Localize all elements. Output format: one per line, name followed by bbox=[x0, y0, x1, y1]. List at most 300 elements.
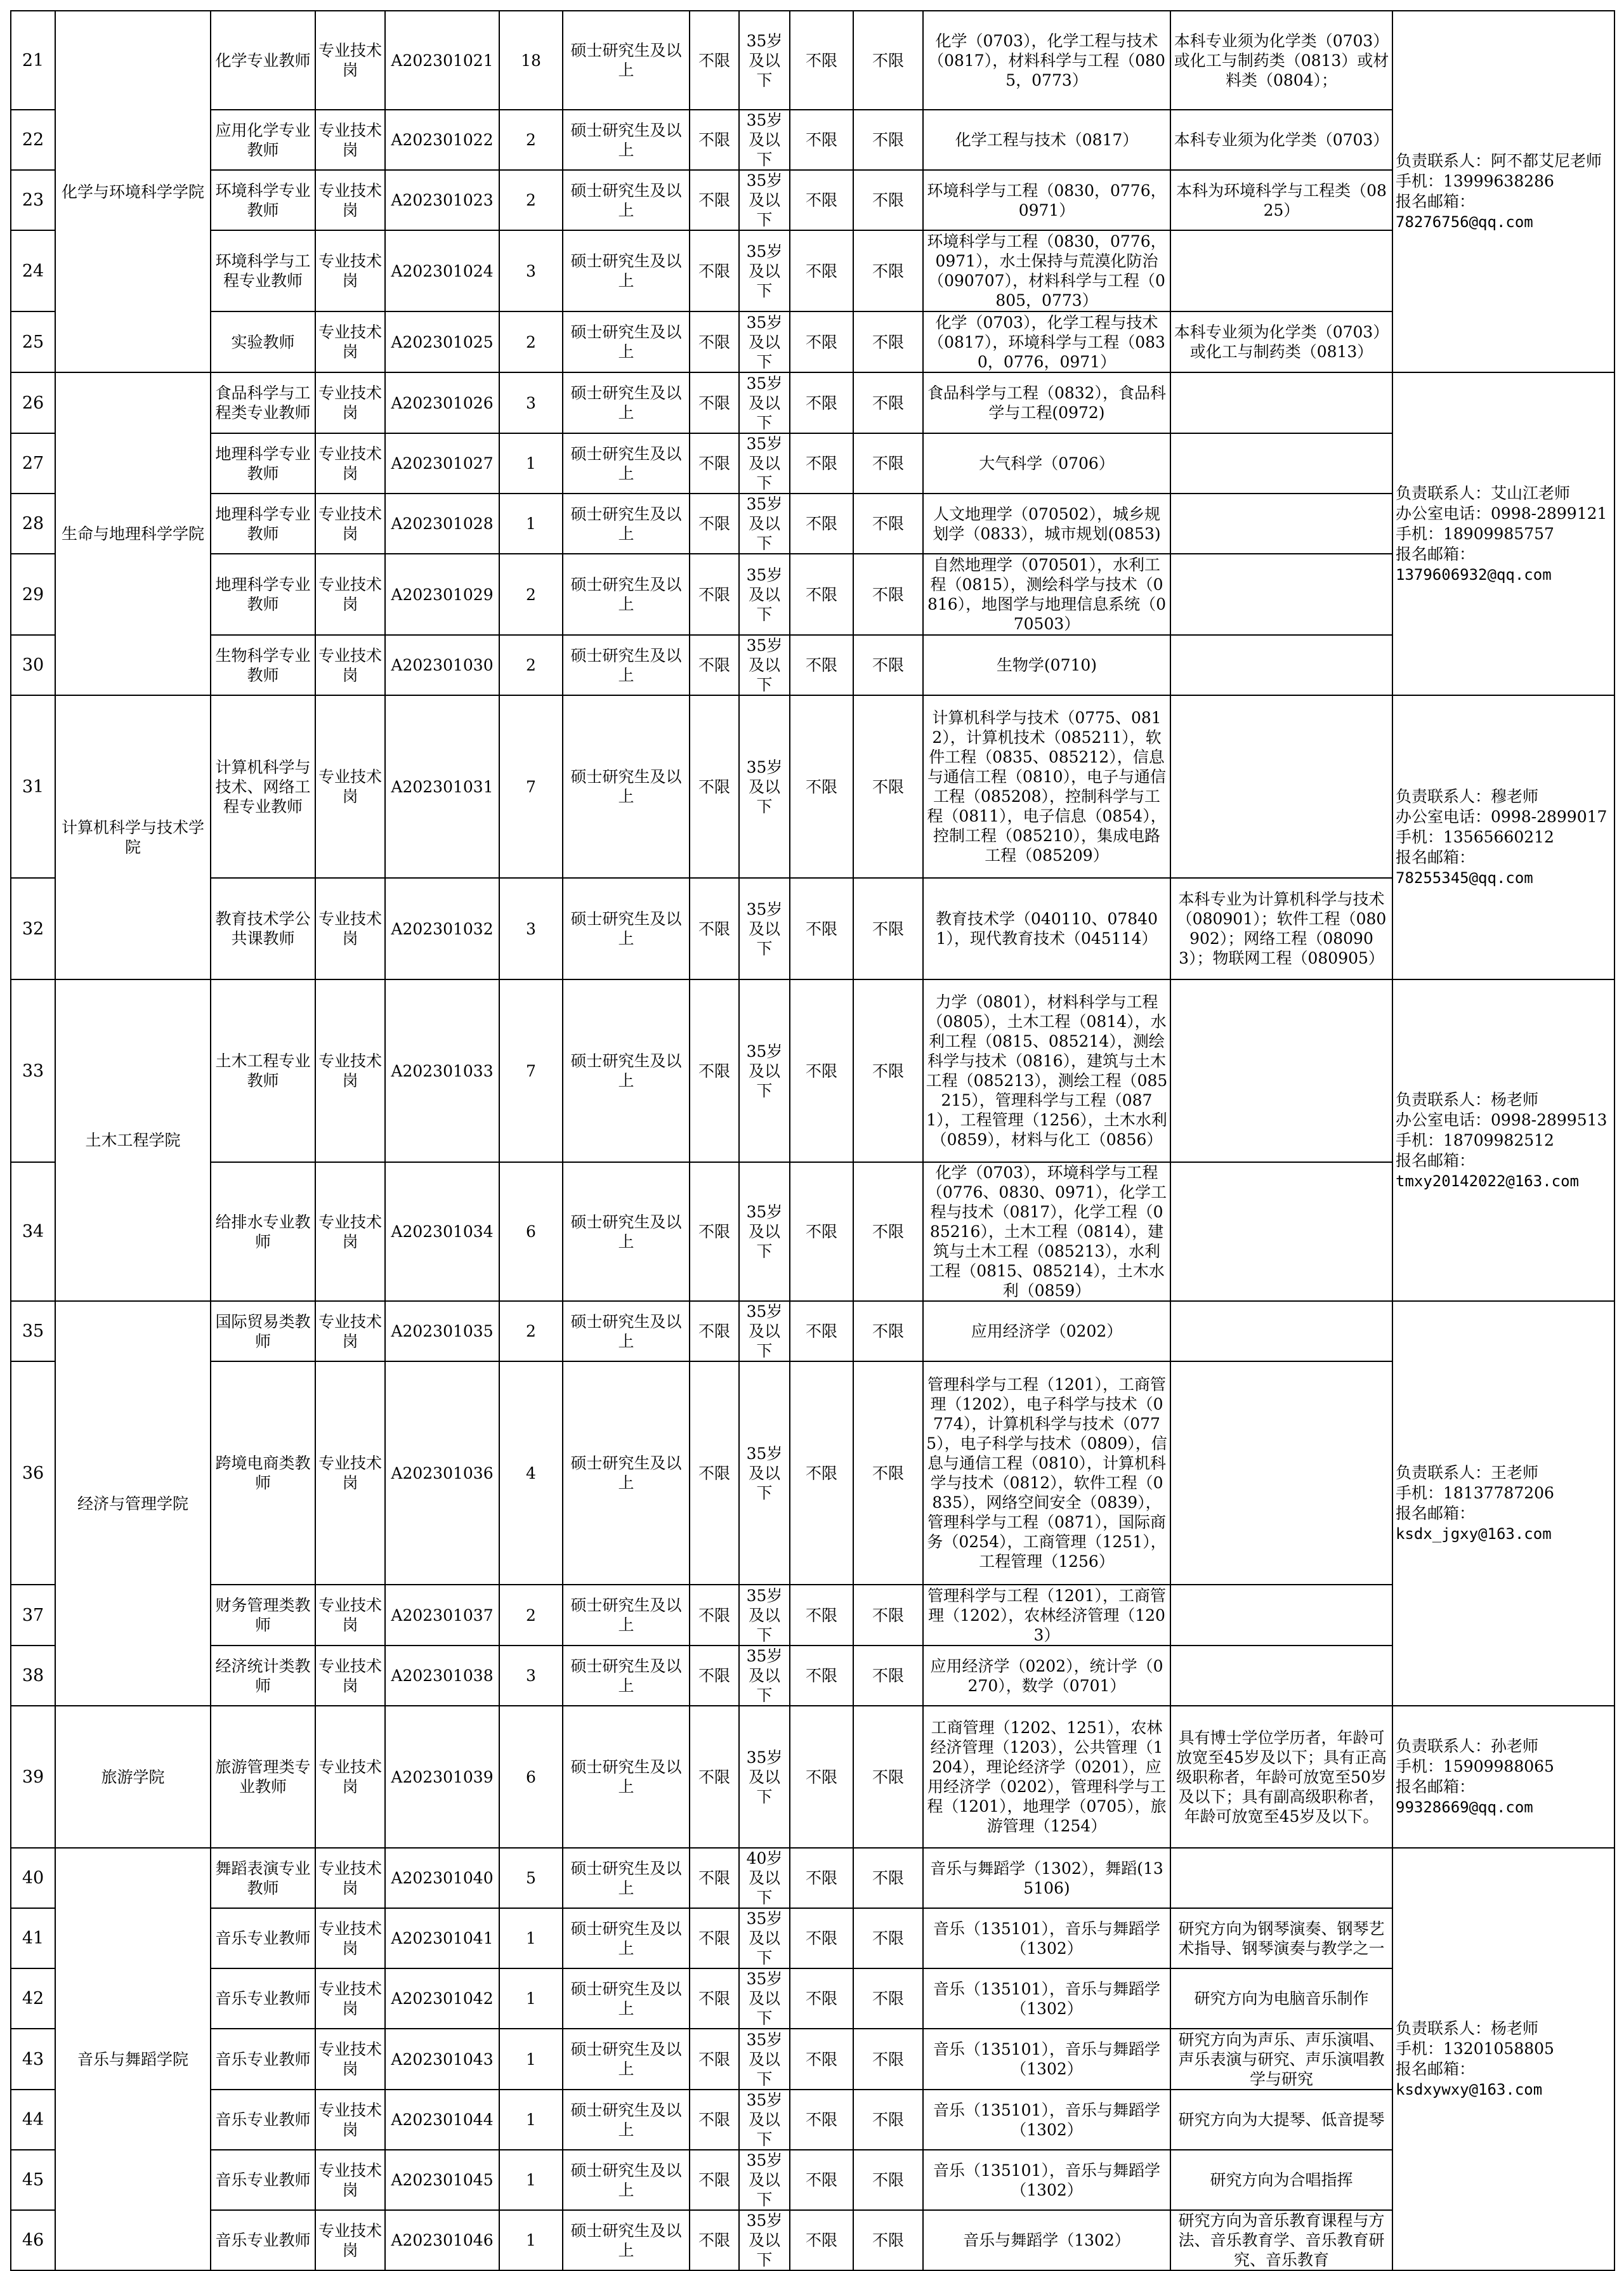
contact-line: 报名邮箱： bbox=[1396, 2060, 1476, 2078]
remark bbox=[1170, 230, 1392, 311]
degree: 不限 bbox=[690, 554, 739, 635]
post-name: 应用化学专业教师 bbox=[211, 110, 315, 170]
department-name: 化学与环境科学学院 bbox=[55, 11, 211, 372]
major-requirement: 环境科学与工程（0830，0776，0971） bbox=[923, 170, 1170, 230]
education: 硕士研究生及以上 bbox=[563, 635, 690, 695]
row-number: 45 bbox=[11, 2150, 55, 2210]
post-name: 地理科学专业教师 bbox=[211, 494, 315, 554]
degree: 不限 bbox=[690, 433, 739, 494]
major-requirement: 人文地理学（070502），城乡规划学（0833），城市规划(0853) bbox=[923, 494, 1170, 554]
post-code: A202301035 bbox=[385, 1301, 499, 1361]
contact-line: 手机：18709982512 bbox=[1396, 1130, 1554, 1149]
degree: 不限 bbox=[690, 2150, 739, 2210]
post-type: 专业技术岗 bbox=[315, 554, 385, 635]
job-title: 不限 bbox=[790, 1361, 853, 1585]
education: 硕士研究生及以上 bbox=[563, 311, 690, 372]
education: 硕士研究生及以上 bbox=[563, 494, 690, 554]
age-limit: 35岁及以下 bbox=[739, 635, 790, 695]
education: 硕士研究生及以上 bbox=[563, 2150, 690, 2210]
post-type: 专业技术岗 bbox=[315, 1908, 385, 1968]
post-name: 舞蹈表演专业教师 bbox=[211, 1848, 315, 1908]
degree: 不限 bbox=[690, 1968, 739, 2029]
post-name: 旅游管理类专业教师 bbox=[211, 1706, 315, 1848]
recruitment-table bbox=[10, 10, 1615, 2271]
age-limit: 35岁及以下 bbox=[739, 2150, 790, 2210]
education: 硕士研究生及以上 bbox=[563, 2210, 690, 2270]
post-code: A202301021 bbox=[385, 11, 499, 110]
contact-line: 负责联系人：艾山江老师 bbox=[1396, 483, 1571, 502]
post-code: A202301026 bbox=[385, 372, 499, 433]
post-code: A202301023 bbox=[385, 170, 499, 230]
job-title: 不限 bbox=[790, 1585, 853, 1646]
row-number: 27 bbox=[11, 433, 55, 494]
education: 硕士研究生及以上 bbox=[563, 230, 690, 311]
post-name: 音乐专业教师 bbox=[211, 2210, 315, 2270]
post-type: 专业技术岗 bbox=[315, 878, 385, 979]
major-requirement: 化学（0703），化学工程与技术（0817），环境科学与工程（0830，0776，0971） bbox=[923, 311, 1170, 372]
degree: 不限 bbox=[690, 2210, 739, 2270]
contact-info bbox=[1392, 11, 1614, 372]
education: 硕士研究生及以上 bbox=[563, 372, 690, 433]
hire-count: 7 bbox=[499, 979, 563, 1162]
age-limit: 35岁及以下 bbox=[739, 1908, 790, 1968]
contact-info bbox=[1392, 695, 1614, 979]
hire-count: 2 bbox=[499, 635, 563, 695]
department-name: 土木工程学院 bbox=[55, 979, 211, 1301]
post-type: 专业技术岗 bbox=[315, 110, 385, 170]
contact-line: ksdx_jgxy@163.com bbox=[1396, 1525, 1552, 1543]
contact-line: 78276756@qq.com bbox=[1396, 213, 1533, 231]
hire-count: 1 bbox=[499, 1968, 563, 2029]
job-title: 不限 bbox=[790, 1706, 853, 1848]
contact-line: 报名邮箱： bbox=[1396, 1504, 1476, 1522]
job-title: 不限 bbox=[790, 494, 853, 554]
remark bbox=[1170, 635, 1392, 695]
education: 硕士研究生及以上 bbox=[563, 2029, 690, 2090]
hire-count: 2 bbox=[499, 110, 563, 170]
hire-count: 7 bbox=[499, 695, 563, 878]
remark: 本科专业为计算机科学与技术（080901）；软件工程（080902）；网络工程（080903）；物联网工程（080905） bbox=[1170, 878, 1392, 979]
hire-count: 2 bbox=[499, 170, 563, 230]
degree: 不限 bbox=[690, 695, 739, 878]
row-number: 29 bbox=[11, 554, 55, 635]
contact-line: 负责联系人：穆老师 bbox=[1396, 787, 1539, 806]
job-title: 不限 bbox=[790, 1968, 853, 2029]
contact-line: 办公室电话：0998-2899121 bbox=[1396, 504, 1608, 523]
contact-line: 办公室电话：0998-2899017 bbox=[1396, 808, 1608, 826]
contact-info bbox=[1392, 372, 1614, 695]
other-requirement: 不限 bbox=[853, 1968, 923, 2029]
major-requirement: 生物学(0710) bbox=[923, 635, 1170, 695]
post-type: 专业技术岗 bbox=[315, 311, 385, 372]
table-row bbox=[11, 494, 1614, 554]
remark: 研究方向为电脑音乐制作 bbox=[1170, 1968, 1392, 2029]
contact-line: tmxy20142022@163.com bbox=[1396, 1172, 1579, 1190]
post-code: A202301028 bbox=[385, 494, 499, 554]
hire-count: 1 bbox=[499, 2090, 563, 2150]
post-name: 跨境电商类教师 bbox=[211, 1361, 315, 1585]
job-title: 不限 bbox=[790, 2210, 853, 2270]
education: 硕士研究生及以上 bbox=[563, 1908, 690, 1968]
age-limit: 40岁及以下 bbox=[739, 1848, 790, 1908]
degree: 不限 bbox=[690, 1646, 739, 1706]
remark: 本科专业须为化学类（0703）或化工与制药类（0813）或材料类（0804）； bbox=[1170, 11, 1392, 110]
other-requirement: 不限 bbox=[853, 1848, 923, 1908]
job-title: 不限 bbox=[790, 878, 853, 979]
education: 硕士研究生及以上 bbox=[563, 433, 690, 494]
post-code: A202301034 bbox=[385, 1162, 499, 1301]
table-row bbox=[11, 878, 1614, 979]
degree: 不限 bbox=[690, 635, 739, 695]
remark: 研究方向为钢琴演奏、钢琴艺术指导、钢琴演奏与教学之一 bbox=[1170, 1908, 1392, 1968]
age-limit: 35岁及以下 bbox=[739, 1706, 790, 1848]
post-type: 专业技术岗 bbox=[315, 1162, 385, 1301]
row-number: 43 bbox=[11, 2029, 55, 2090]
post-name: 土木工程专业教师 bbox=[211, 979, 315, 1162]
hire-count: 2 bbox=[499, 1301, 563, 1361]
post-name: 环境科学专业教师 bbox=[211, 170, 315, 230]
education: 硕士研究生及以上 bbox=[563, 979, 690, 1162]
job-title: 不限 bbox=[790, 635, 853, 695]
post-code: A202301044 bbox=[385, 2090, 499, 2150]
other-requirement: 不限 bbox=[853, 433, 923, 494]
contact-line: 报名邮箱： bbox=[1396, 848, 1476, 867]
contact-line: 手机：13565660212 bbox=[1396, 828, 1554, 846]
row-number: 25 bbox=[11, 311, 55, 372]
post-name: 音乐专业教师 bbox=[211, 2090, 315, 2150]
contact-line: 1379606932@qq.com bbox=[1396, 565, 1552, 584]
remark bbox=[1170, 1585, 1392, 1646]
major-requirement: 食品科学与工程（0832），食品科学与工程(0972) bbox=[923, 372, 1170, 433]
other-requirement: 不限 bbox=[853, 878, 923, 979]
other-requirement: 不限 bbox=[853, 110, 923, 170]
remark: 研究方向为音乐教育课程与方法、音乐教育学、音乐教育研究、音乐教育 bbox=[1170, 2210, 1392, 2270]
hire-count: 2 bbox=[499, 311, 563, 372]
major-requirement: 管理科学与工程（1201），工商管理（1202），农林经济管理（1203） bbox=[923, 1585, 1170, 1646]
job-title: 不限 bbox=[790, 230, 853, 311]
degree: 不限 bbox=[690, 1301, 739, 1361]
degree: 不限 bbox=[690, 2090, 739, 2150]
hire-count: 1 bbox=[499, 2029, 563, 2090]
contact-line: 手机：18909985757 bbox=[1396, 524, 1554, 543]
education: 硕士研究生及以上 bbox=[563, 110, 690, 170]
other-requirement: 不限 bbox=[853, 372, 923, 433]
contact-info bbox=[1392, 1301, 1614, 1706]
age-limit: 35岁及以下 bbox=[739, 1646, 790, 1706]
remark: 研究方向为合唱指挥 bbox=[1170, 2150, 1392, 2210]
education: 硕士研究生及以上 bbox=[563, 554, 690, 635]
table-row bbox=[11, 1301, 1614, 1361]
contact-line: 负责联系人：孙老师 bbox=[1396, 1737, 1539, 1755]
other-requirement: 不限 bbox=[853, 554, 923, 635]
degree: 不限 bbox=[690, 878, 739, 979]
age-limit: 35岁及以下 bbox=[739, 230, 790, 311]
table-row bbox=[11, 110, 1614, 170]
row-number: 23 bbox=[11, 170, 55, 230]
degree: 不限 bbox=[690, 11, 739, 110]
other-requirement: 不限 bbox=[853, 1908, 923, 1968]
table-row bbox=[11, 11, 1614, 110]
contact-line: 负责联系人：杨老师 bbox=[1396, 1090, 1539, 1109]
age-limit: 35岁及以下 bbox=[739, 979, 790, 1162]
major-requirement: 化学（0703），化学工程与技术（0817），材料科学与工程（0805，0773） bbox=[923, 11, 1170, 110]
post-code: A202301024 bbox=[385, 230, 499, 311]
remark bbox=[1170, 1301, 1392, 1361]
post-type: 专业技术岗 bbox=[315, 170, 385, 230]
other-requirement: 不限 bbox=[853, 695, 923, 878]
hire-count: 18 bbox=[499, 11, 563, 110]
post-name: 生物科学专业教师 bbox=[211, 635, 315, 695]
job-title: 不限 bbox=[790, 110, 853, 170]
post-code: A202301045 bbox=[385, 2150, 499, 2210]
other-requirement: 不限 bbox=[853, 2090, 923, 2150]
post-type: 专业技术岗 bbox=[315, 1585, 385, 1646]
post-name: 音乐专业教师 bbox=[211, 2150, 315, 2210]
education: 硕士研究生及以上 bbox=[563, 1585, 690, 1646]
other-requirement: 不限 bbox=[853, 979, 923, 1162]
table-row bbox=[11, 170, 1614, 230]
other-requirement: 不限 bbox=[853, 1301, 923, 1361]
hire-count: 2 bbox=[499, 1585, 563, 1646]
job-title: 不限 bbox=[790, 2150, 853, 2210]
post-name: 国际贸易类教师 bbox=[211, 1301, 315, 1361]
age-limit: 35岁及以下 bbox=[739, 1361, 790, 1585]
major-requirement: 应用经济学（0202） bbox=[923, 1301, 1170, 1361]
remark bbox=[1170, 372, 1392, 433]
education: 硕士研究生及以上 bbox=[563, 1162, 690, 1301]
education: 硕士研究生及以上 bbox=[563, 1848, 690, 1908]
post-type: 专业技术岗 bbox=[315, 11, 385, 110]
post-type: 专业技术岗 bbox=[315, 2210, 385, 2270]
table-row bbox=[11, 230, 1614, 311]
post-code: A202301030 bbox=[385, 635, 499, 695]
job-title: 不限 bbox=[790, 1162, 853, 1301]
major-requirement: 音乐（135101），音乐与舞蹈学（1302） bbox=[923, 2150, 1170, 2210]
post-code: A202301038 bbox=[385, 1646, 499, 1706]
post-code: A202301037 bbox=[385, 1585, 499, 1646]
table-row bbox=[11, 372, 1614, 433]
row-number: 32 bbox=[11, 878, 55, 979]
remark bbox=[1170, 695, 1392, 878]
post-code: A202301033 bbox=[385, 979, 499, 1162]
major-requirement: 音乐（135101），音乐与舞蹈学（1302） bbox=[923, 2090, 1170, 2150]
education: 硕士研究生及以上 bbox=[563, 1968, 690, 2029]
age-limit: 35岁及以下 bbox=[739, 2029, 790, 2090]
hire-count: 5 bbox=[499, 1848, 563, 1908]
table-row bbox=[11, 1646, 1614, 1706]
degree: 不限 bbox=[690, 372, 739, 433]
other-requirement: 不限 bbox=[853, 1646, 923, 1706]
post-code: A202301046 bbox=[385, 2210, 499, 2270]
row-number: 30 bbox=[11, 635, 55, 695]
row-number: 34 bbox=[11, 1162, 55, 1301]
row-number: 41 bbox=[11, 1908, 55, 1968]
hire-count: 3 bbox=[499, 1646, 563, 1706]
row-number: 37 bbox=[11, 1585, 55, 1646]
row-number: 36 bbox=[11, 1361, 55, 1585]
education: 硕士研究生及以上 bbox=[563, 170, 690, 230]
row-number: 46 bbox=[11, 2210, 55, 2270]
post-type: 专业技术岗 bbox=[315, 1646, 385, 1706]
post-code: A202301027 bbox=[385, 433, 499, 494]
age-limit: 35岁及以下 bbox=[739, 494, 790, 554]
remark bbox=[1170, 433, 1392, 494]
contact-line: 手机：15909988065 bbox=[1396, 1757, 1554, 1776]
post-name: 化学专业教师 bbox=[211, 11, 315, 110]
remark: 本科专业须为化学类（0703）或化工与制药类（0813） bbox=[1170, 311, 1392, 372]
hire-count: 1 bbox=[499, 1908, 563, 1968]
other-requirement: 不限 bbox=[853, 1706, 923, 1848]
job-title: 不限 bbox=[790, 1848, 853, 1908]
other-requirement: 不限 bbox=[853, 2210, 923, 2270]
post-name: 地理科学专业教师 bbox=[211, 554, 315, 635]
remark bbox=[1170, 1848, 1392, 1908]
post-type: 专业技术岗 bbox=[315, 1968, 385, 2029]
contact-line: 手机：18137787206 bbox=[1396, 1484, 1554, 1502]
post-name: 音乐专业教师 bbox=[211, 2029, 315, 2090]
age-limit: 35岁及以下 bbox=[739, 433, 790, 494]
post-type: 专业技术岗 bbox=[315, 1848, 385, 1908]
age-limit: 35岁及以下 bbox=[739, 11, 790, 110]
contact-line: 报名邮箱： bbox=[1396, 1777, 1476, 1796]
hire-count: 1 bbox=[499, 494, 563, 554]
education: 硕士研究生及以上 bbox=[563, 695, 690, 878]
age-limit: 35岁及以下 bbox=[739, 1301, 790, 1361]
degree: 不限 bbox=[690, 1361, 739, 1585]
degree: 不限 bbox=[690, 1162, 739, 1301]
remark bbox=[1170, 1162, 1392, 1301]
post-type: 专业技术岗 bbox=[315, 372, 385, 433]
job-title: 不限 bbox=[790, 979, 853, 1162]
table-row bbox=[11, 554, 1614, 635]
post-code: A202301043 bbox=[385, 2029, 499, 2090]
table-row bbox=[11, 311, 1614, 372]
hire-count: 1 bbox=[499, 2210, 563, 2270]
contact-line: 负责联系人：王老师 bbox=[1396, 1463, 1539, 1482]
post-name: 给排水专业教师 bbox=[211, 1162, 315, 1301]
job-title: 不限 bbox=[790, 372, 853, 433]
major-requirement: 大气科学（0706） bbox=[923, 433, 1170, 494]
age-limit: 35岁及以下 bbox=[739, 1162, 790, 1301]
contact-line: 手机：13201058805 bbox=[1396, 2039, 1554, 2058]
department-name: 旅游学院 bbox=[55, 1706, 211, 1848]
row-number: 24 bbox=[11, 230, 55, 311]
remark bbox=[1170, 554, 1392, 635]
degree: 不限 bbox=[690, 2029, 739, 2090]
job-title: 不限 bbox=[790, 2029, 853, 2090]
department-name: 经济与管理学院 bbox=[55, 1301, 211, 1706]
post-type: 专业技术岗 bbox=[315, 1361, 385, 1585]
post-code: A202301025 bbox=[385, 311, 499, 372]
major-requirement: 音乐（135101），音乐与舞蹈学（1302） bbox=[923, 1968, 1170, 2029]
remark: 研究方向为声乐、声乐演唱、声乐表演与研究、声乐演唱教学与研究 bbox=[1170, 2029, 1392, 2090]
row-number: 33 bbox=[11, 979, 55, 1162]
row-number: 38 bbox=[11, 1646, 55, 1706]
remark: 本科专业须为化学类（0703） bbox=[1170, 110, 1392, 170]
major-requirement: 应用经济学（0202），统计学（0270），数学（0701） bbox=[923, 1646, 1170, 1706]
degree: 不限 bbox=[690, 979, 739, 1162]
contact-info bbox=[1392, 979, 1614, 1301]
table-row bbox=[11, 1848, 1614, 1908]
table-row bbox=[11, 1908, 1614, 1968]
age-limit: 35岁及以下 bbox=[739, 1585, 790, 1646]
remark bbox=[1170, 1646, 1392, 1706]
major-requirement: 环境科学与工程（0830，0776，0971），水土保持与荒漠化防治（090707），材料科学与工程（0805，0773） bbox=[923, 230, 1170, 311]
other-requirement: 不限 bbox=[853, 635, 923, 695]
hire-count: 1 bbox=[499, 433, 563, 494]
table-row bbox=[11, 1361, 1614, 1585]
job-title: 不限 bbox=[790, 1301, 853, 1361]
hire-count: 3 bbox=[499, 372, 563, 433]
job-title: 不限 bbox=[790, 554, 853, 635]
education: 硕士研究生及以上 bbox=[563, 1301, 690, 1361]
contact-line: 报名邮箱： bbox=[1396, 1151, 1476, 1170]
post-type: 专业技术岗 bbox=[315, 494, 385, 554]
remark: 研究方向为大提琴、低音提琴 bbox=[1170, 2090, 1392, 2150]
hire-count: 3 bbox=[499, 878, 563, 979]
contact-line: 办公室电话：0998-2899513 bbox=[1396, 1110, 1608, 1129]
table-row bbox=[11, 695, 1614, 878]
major-requirement: 计算机科学与技术（0775、0812），计算机技术（085211），软件工程（0835、085212），信息与通信工程（0810），电子与通信工程（085208），控制科学与工程（0811），电子信息（0854），控制工程（085210），集成电路工程（085209） bbox=[923, 695, 1170, 878]
row-number: 31 bbox=[11, 695, 55, 878]
major-requirement: 力学（0801），材料科学与工程（0805），土木工程（0814），水利工程（0815、085214），测绘科学与技术（0816），建筑与土木工程（085213），测绘工程（085215），管理科学与工程（0871），工程管理（1256），土木水利（0859），材料与化工（0856） bbox=[923, 979, 1170, 1162]
age-limit: 35岁及以下 bbox=[739, 554, 790, 635]
age-limit: 35岁及以下 bbox=[739, 1968, 790, 2029]
post-type: 专业技术岗 bbox=[315, 635, 385, 695]
post-code: A202301042 bbox=[385, 1968, 499, 2029]
contact-line: 99328669@qq.com bbox=[1396, 1798, 1533, 1816]
row-number: 39 bbox=[11, 1706, 55, 1848]
major-requirement: 工商管理（1202、1251），农林经济管理（1203），公共管理（1204），理论经济学（0201），应用经济学（0202），管理科学与工程（1201），地理学（0705），旅游管理（1254） bbox=[923, 1706, 1170, 1848]
contact-info bbox=[1392, 1706, 1614, 1848]
job-title: 不限 bbox=[790, 433, 853, 494]
degree: 不限 bbox=[690, 1908, 739, 1968]
post-code: A202301040 bbox=[385, 1848, 499, 1908]
education: 硕士研究生及以上 bbox=[563, 1361, 690, 1585]
other-requirement: 不限 bbox=[853, 1162, 923, 1301]
post-name: 财务管理类教师 bbox=[211, 1585, 315, 1646]
row-number: 42 bbox=[11, 1968, 55, 2029]
hire-count: 6 bbox=[499, 1162, 563, 1301]
post-type: 专业技术岗 bbox=[315, 979, 385, 1162]
education: 硕士研究生及以上 bbox=[563, 1706, 690, 1848]
degree: 不限 bbox=[690, 1585, 739, 1646]
post-type: 专业技术岗 bbox=[315, 2150, 385, 2210]
table-row bbox=[11, 1968, 1614, 2029]
major-requirement: 自然地理学（070501），水利工程（0815），测绘科学与技术（0816），地图学与地理信息系统（070503） bbox=[923, 554, 1170, 635]
job-title: 不限 bbox=[790, 1646, 853, 1706]
hire-count: 3 bbox=[499, 230, 563, 311]
department-name: 生命与地理科学学院 bbox=[55, 372, 211, 695]
post-code: A202301039 bbox=[385, 1706, 499, 1848]
job-title: 不限 bbox=[790, 2090, 853, 2150]
age-limit: 35岁及以下 bbox=[739, 372, 790, 433]
remark bbox=[1170, 979, 1392, 1162]
major-requirement: 音乐与舞蹈学（1302），舞蹈(135106) bbox=[923, 1848, 1170, 1908]
post-type: 专业技术岗 bbox=[315, 433, 385, 494]
remark: 具有博士学位学历者，年龄可放宽至45岁及以下；具有正高级职称者，年龄可放宽至50岁及以下；具有副高级职称者，年龄可放宽至45岁及以下。 bbox=[1170, 1706, 1392, 1848]
contact-line: 手机：13999638286 bbox=[1396, 172, 1554, 190]
degree: 不限 bbox=[690, 494, 739, 554]
contact-line: 78255345@qq.com bbox=[1396, 869, 1533, 887]
hire-count: 2 bbox=[499, 554, 563, 635]
row-number: 22 bbox=[11, 110, 55, 170]
post-name: 计算机科学与技术、网络工程专业教师 bbox=[211, 695, 315, 878]
row-number: 40 bbox=[11, 1848, 55, 1908]
table-row bbox=[11, 2029, 1614, 2090]
major-requirement: 音乐（135101），音乐与舞蹈学（1302） bbox=[923, 1908, 1170, 1968]
job-title: 不限 bbox=[790, 695, 853, 878]
